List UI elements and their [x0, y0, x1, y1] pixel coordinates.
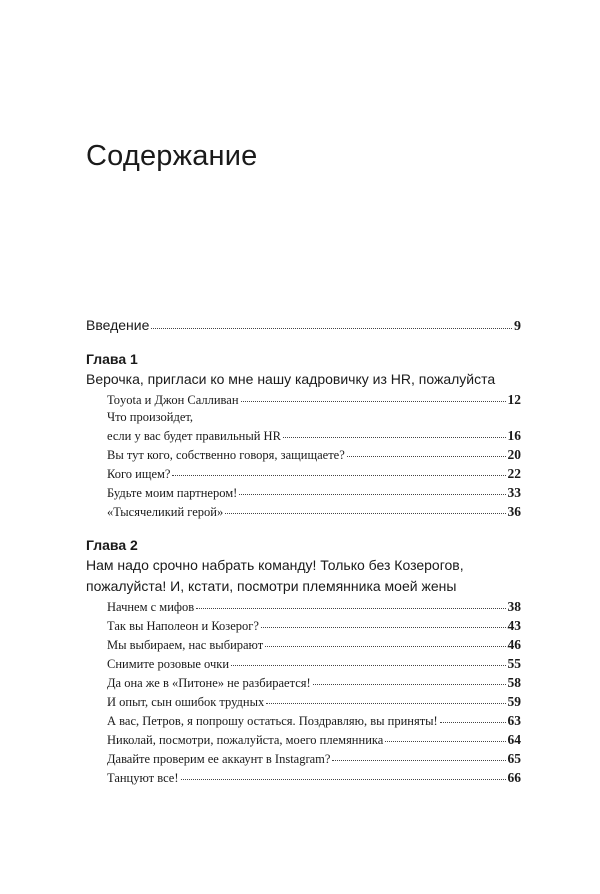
toc-entry[interactable] [107, 616, 521, 635]
toc-entry-page: 38 [507, 599, 521, 614]
toc-entry-page: 63 [507, 713, 521, 728]
toc-entry[interactable] [107, 635, 521, 654]
toc-entry-label: Вы тут кого, собственно говоря, защищаете? [107, 448, 345, 462]
dot-leader [283, 437, 506, 438]
toc-entry-label-line1: Что произойдет, [107, 410, 194, 424]
chapter-1-label: Глава 1 [86, 351, 138, 367]
chapter-1-title: Верочка, пригласи ко мне нашу кадровичку из HR, пожалуйста [86, 371, 496, 387]
toc-entry-label: «Тысячеликий герой» [107, 505, 224, 519]
toc-entry-label: Будьте моим партнером! [107, 486, 238, 500]
toc-entry-label: А вас, Петров, я попрошу остаться. Поздравляю, вы приняты! [107, 714, 438, 728]
dot-leader [385, 741, 505, 742]
toc-entry-page: 22 [507, 466, 521, 481]
toc-entry-page: 64 [507, 732, 521, 747]
toc-entry[interactable] [107, 445, 521, 464]
toc-entry-label: Так вы Наполеон и Козерог? [107, 619, 259, 633]
dot-leader [265, 646, 505, 647]
toc-entry[interactable] [107, 390, 521, 409]
toc-entry-page: 12 [507, 392, 521, 407]
toc-entry[interactable] [107, 749, 521, 768]
chapter-2-title-line1: Нам надо срочно набрать команду! Только без Козерогов, [86, 557, 464, 573]
toc-entry-label: Николай, посмотри, пожалуйста, моего племянника [107, 733, 384, 747]
toc-entry-page: 46 [507, 637, 521, 652]
toc-entry-page: 36 [507, 504, 521, 519]
chapter-1-entries [86, 390, 521, 521]
toc-entry-page: 55 [507, 656, 521, 671]
toc-entry-label: Танцуют все! [107, 771, 179, 785]
toc-entry-label: И опыт, сын ошибок трудных [107, 695, 265, 709]
toc-entry-label: Мы выбираем, нас выбирают [107, 638, 264, 652]
toc-entry-page: 43 [507, 618, 521, 633]
toc-entry-label: если у вас будет правильный HR [107, 429, 281, 443]
toc-entry[interactable] [107, 426, 521, 445]
toc-entry-label: Начнем с мифов [107, 600, 195, 614]
page-title: Содержание [86, 140, 258, 172]
toc-entry-label: Снимите розовые очки [107, 657, 230, 671]
dot-leader [266, 703, 505, 704]
dot-leader [313, 684, 506, 685]
toc-entry-page: 66 [507, 770, 521, 785]
toc-entry-intro[interactable] [86, 314, 521, 336]
toc-entry[interactable] [107, 711, 521, 730]
toc-entry[interactable] [107, 692, 521, 711]
dot-leader [239, 494, 505, 495]
dot-leader [196, 608, 505, 609]
toc-entry[interactable] [107, 654, 521, 673]
toc-entry-label: Введение [86, 317, 150, 333]
toc-entry[interactable] [107, 730, 521, 749]
toc-entry-label: Да она же в «Питоне» не разбирается! [107, 676, 311, 690]
chapter-2-label: Глава 2 [86, 537, 138, 553]
toc-entry-page: 9 [514, 319, 521, 334]
toc-entry-page: 33 [507, 485, 521, 500]
dot-leader [231, 665, 505, 666]
chapter-2-entries [86, 597, 521, 787]
toc-entry[interactable] [107, 464, 521, 483]
dot-leader [332, 760, 505, 761]
toc-entry[interactable] [107, 597, 521, 616]
toc-entry-page: 16 [507, 428, 521, 443]
table-of-contents [86, 314, 521, 787]
dot-leader [347, 456, 506, 457]
toc-entry-label: Давайте проверим ее аккаунт в Instagram? [107, 752, 331, 766]
dot-leader [241, 401, 506, 402]
dot-leader [181, 779, 506, 780]
chapter-2-title-line2: пожалуйста! И, кстати, посмотри племянника моей жены [86, 578, 457, 594]
toc-entry[interactable] [107, 673, 521, 692]
toc-entry-page: 59 [507, 694, 521, 709]
toc-entry-page: 65 [507, 751, 521, 766]
dot-leader [151, 328, 512, 329]
dot-leader [172, 475, 505, 476]
dot-leader [225, 513, 505, 514]
dot-leader [261, 627, 506, 628]
toc-entry-page: 20 [507, 447, 521, 462]
toc-entry-page: 58 [507, 675, 521, 690]
toc-entry[interactable] [107, 768, 521, 787]
toc-entry-label: Кого ищем? [107, 467, 171, 481]
toc-entry[interactable] [107, 483, 521, 502]
dot-leader [440, 722, 506, 723]
toc-entry-label: Toyota и Джон Салливан [107, 393, 239, 407]
toc-entry[interactable] [107, 502, 521, 521]
